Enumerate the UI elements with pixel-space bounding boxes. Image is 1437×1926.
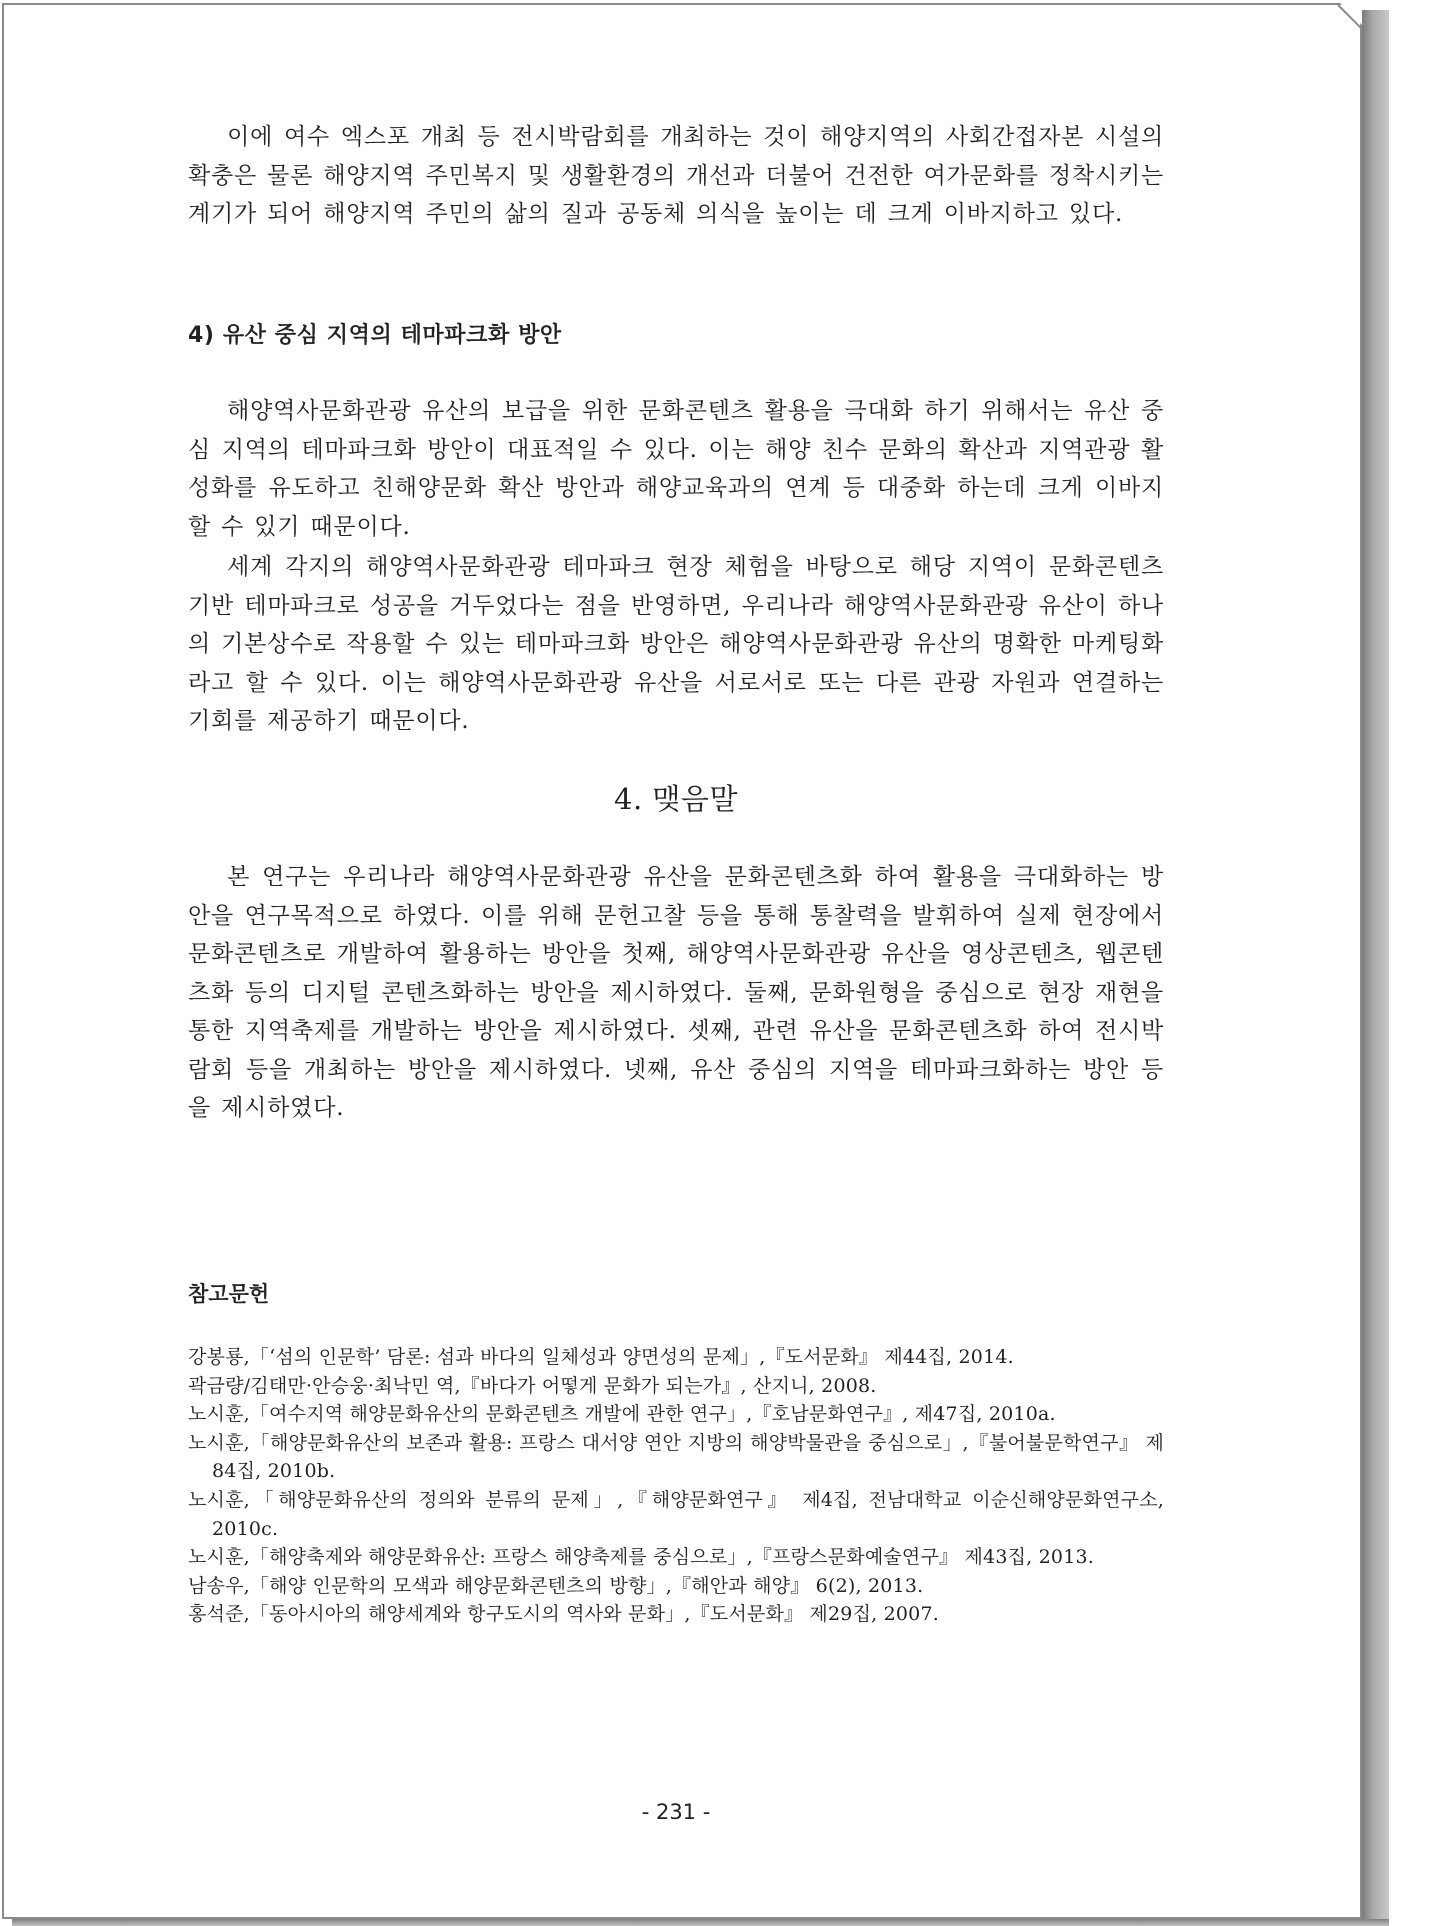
reference-item: 노시훈,「해양문화유산의 정의와 분류의 문제」,『해양문화연구』 제4집, 전남대학교 이순신해양문화연구소, 2010c. (188, 1488, 1164, 1540)
subsection-heading: 4) 유산 중심 지역의 테마파크화 방안 (188, 323, 562, 348)
section-heading-conclusion: 4. 맺음말 (614, 782, 738, 816)
reference-item: 남송우,「해양 인문학의 모색과 해양문화콘텐츠의 방향」,『해안과 해양』 6(2), 2013. (188, 1574, 924, 1597)
reference-item: 노시훈,「해양문화유산의 보존과 활용: 프랑스 대서양 연안 지방의 해양박물관을 중심으로」,『불어불문학연구』 제84집, 2010b. (188, 1431, 1164, 1483)
page-shadow-bottom (12, 1919, 1389, 1926)
paragraph-theme-park-intro: 해양역사문화관광 유산의 보급을 위한 문화콘텐츠 활용을 극대화 하기 위해서는 유산 중심 지역의 테마파크화 방안이 대표적일 수 있다. 이는 해양 친수 문화의 확산과 지역관광 활성화를 유도하고 친해양문화 확산 방안과 해양교육과의 연계 등 대중화 하는데 크게 이바지할 수 있기 때문이다. (188, 398, 1164, 540)
paragraph-expo: 이에 여수 엑스포 개최 등 전시박람회를 개최하는 것이 해양지역의 사회간접자본 시설의 확충은 물론 해양지역 주민복지 및 생활환경의 개선과 더불어 건전한 여가문화를 정착시키는 계기가 되어 해양지역 주민의 삶의 질과 공동체 의식을 높이는 데 크게 이바지하고 있다. (188, 124, 1164, 227)
reference-list (188, 1343, 1164, 1629)
references-heading: 참고문헌 (188, 1282, 270, 1306)
reference-item: 홍석준,「동아시아의 해양세계와 항구도시의 역사와 문화」,『도서문화』 제29집, 2007. (188, 1603, 939, 1626)
reference-item: 노시훈,「해양축제와 해양문화유산: 프랑스 해양축제를 중심으로」,『프랑스문화예술연구』 제43집, 2013. (188, 1546, 1095, 1569)
page-number: - 231 - (641, 1800, 711, 1824)
page-shadow-right (1362, 10, 1389, 1920)
paragraph-theme-park-world: 세계 각지의 해양역사문화관광 테마파크 현장 체험을 바탕으로 해당 지역이 문화콘텐츠 기반 테마파크로 성공을 거두었다는 점을 반영하면, 우리나라 해양역사문화관광 유산이 하나의 기본상수로 작용할 수 있는 테마파크화 방안은 해양역사문화관광 유산의 명확한 마케팅화라고 할 수 있다. 이는 해양역사문화관광 유산을 서로서로 또는 다른 관광 자원과 연결하는 기회를 제공하기 때문이다. (188, 554, 1164, 734)
reference-item: 강봉룡,「‘섬의 인문학’ 담론: 섬과 바다의 일체성과 양면성의 문제」,『도서문화』 제44집, 2014. (188, 1346, 1014, 1368)
paragraph-conclusion: 본 연구는 우리나라 해양역사문화관광 유산을 문화콘텐츠화 하여 활용을 극대화하는 방안을 연구목적으로 하였다. 이를 위해 문헌고찰 등을 통해 통찰력을 발휘하여 실제 현장에서 문화콘텐츠로 개발하여 활용하는 방안을 첫째, 해양역사문화관광 유산을 영상콘텐츠, 웹콘텐츠화 등의 디지털 콘텐츠화하는 방안을 제시하였다. 둘째, 문화원형을 중심으로 현장 재현을 통한 지역축제를 개발하는 방안을 제시하였다. 셋째, 관련 유산을 문화콘텐츠화 하여 전시박람회 등을 개최하는 방안을 제시하였다. 넷째, 유산 중심의 지역을 테마파크화하는 방안 등을 제시하였다. (188, 864, 1164, 1121)
reference-item: 곽금량/김태만·안승웅·최낙민 역,『바다가 어떻게 문화가 되는가』, 산지니, 2008. (188, 1374, 877, 1397)
reference-item: 노시훈,「여수지역 해양문화유산의 문화콘텐츠 개발에 관한 연구」,『호남문화연구』, 제47집, 2010a. (188, 1403, 1056, 1426)
page-corner-fold (1340, 3, 1362, 25)
